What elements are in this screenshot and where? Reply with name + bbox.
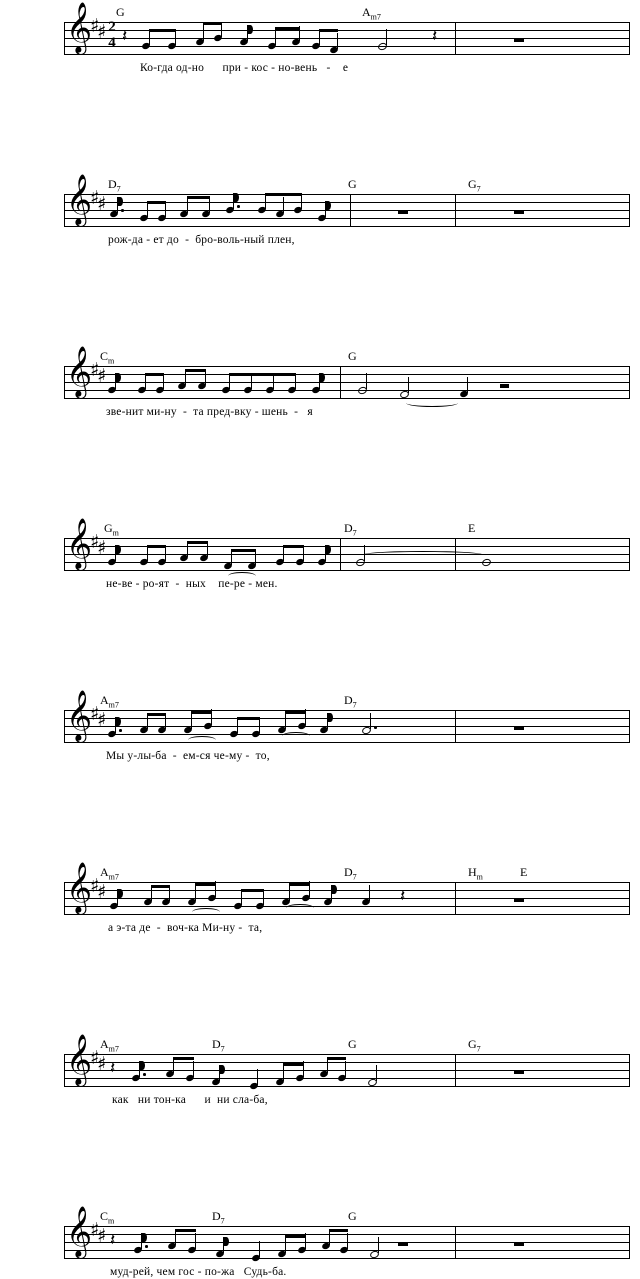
beam <box>327 1057 346 1060</box>
sharp-icon: ♯ <box>97 881 107 903</box>
sharp-icon: ♯ <box>90 531 100 553</box>
sharp-icon: ♯ <box>97 1225 107 1247</box>
staff-line <box>64 882 630 883</box>
quarter-rest: 𝄽 <box>110 1058 116 1078</box>
chord-symbol: $A_{m7}$ <box>362 5 381 22</box>
staff-line <box>64 742 630 743</box>
note-flag <box>118 889 123 898</box>
whole-rest <box>514 38 524 42</box>
sharp-icon: ♯ <box>97 21 107 43</box>
chord-symbol: $H_m$ <box>468 865 483 882</box>
staff-line <box>64 1070 630 1071</box>
chord-symbol: G <box>348 1209 357 1223</box>
staff-line <box>64 890 630 891</box>
time-signature-denominator: 4 <box>108 35 116 51</box>
chord-symbol: $A_{m7}$ <box>100 1037 119 1054</box>
note-flag <box>328 713 333 722</box>
music-system <box>0 0 640 86</box>
note-stem <box>285 1237 286 1253</box>
chord-symbol: $C_m$ <box>100 1209 115 1226</box>
chord-symbol: G <box>348 177 357 191</box>
chord-symbol: $D_7$ <box>344 521 357 538</box>
note-stem <box>193 1061 194 1077</box>
staff-line <box>64 718 630 719</box>
barline <box>455 882 456 915</box>
quarter-rest: 𝄽 <box>122 26 128 46</box>
chord-symbol: E <box>520 865 528 879</box>
quarter-rest: 𝄽 <box>432 26 438 46</box>
beam <box>147 713 166 716</box>
barline <box>64 882 65 915</box>
lyrics-line: не-ве - ро-ят - ных пе-ре - мен. <box>106 578 278 590</box>
staff-line <box>64 54 630 55</box>
whole-rest <box>514 898 524 902</box>
beam <box>195 883 216 886</box>
beam <box>319 29 338 32</box>
quarter-rest: 𝄽 <box>110 1230 116 1250</box>
barline <box>455 22 456 55</box>
lyrics-line: рож-да - ет до - бро-воль-ный плен, <box>108 234 295 246</box>
note-stem <box>259 1241 260 1257</box>
beam <box>191 711 212 714</box>
whole-rest <box>398 1242 408 1246</box>
beam <box>151 885 170 888</box>
note-stem <box>370 713 371 729</box>
chord-symbol: E <box>468 521 476 535</box>
lyrics-line: как ни тон-ка и ни сла-ба, <box>112 1094 268 1106</box>
barline <box>455 1054 456 1087</box>
treble-clef-icon: 𝄞 <box>66 1206 93 1257</box>
sharp-icon: ♯ <box>97 537 107 559</box>
note-stem <box>283 1065 284 1081</box>
note-stem <box>378 1237 379 1253</box>
note-stem <box>285 713 286 729</box>
sharp-icon: ♯ <box>90 359 100 381</box>
staff-line <box>64 710 630 711</box>
augmentation-dot <box>374 726 377 729</box>
barline <box>629 1054 630 1087</box>
note-flag <box>224 1237 229 1246</box>
beam <box>285 711 306 714</box>
barline <box>629 22 630 55</box>
barline <box>629 882 630 915</box>
whole-rest <box>514 1242 524 1246</box>
whole-rest <box>514 726 524 730</box>
beam <box>289 883 310 886</box>
augmentation-dot <box>143 1073 146 1076</box>
note-stem <box>376 1065 377 1081</box>
staff <box>64 1054 630 1086</box>
time-signature-numerator: 2 <box>108 19 116 35</box>
whole-rest <box>514 1070 524 1074</box>
treble-clef-icon: 𝄞 <box>66 518 93 569</box>
chord-symbol: $A_{m7}$ <box>100 865 119 882</box>
note-stem <box>386 29 387 45</box>
barline <box>64 1226 65 1259</box>
lyrics-line: Ко-гда од-но при - кос - но-вень - е <box>140 62 349 74</box>
augmentation-dot <box>119 729 122 732</box>
chord-symbol: G <box>348 349 357 363</box>
note-stem <box>275 29 276 45</box>
staff-line <box>64 1054 630 1055</box>
beam <box>237 717 260 720</box>
note-stem <box>257 1069 258 1085</box>
note-flag <box>248 25 253 34</box>
treble-clef-icon: 𝄞 <box>66 862 93 913</box>
barline <box>455 710 456 743</box>
chord-symbol: G <box>116 5 125 19</box>
lyrics-line: а э-та де - воч-ка Ми-ну - та, <box>108 922 263 934</box>
treble-clef-icon: 𝄞 <box>66 690 93 741</box>
staff-line <box>64 726 630 727</box>
note-stem <box>369 885 370 901</box>
beam <box>175 1229 196 1232</box>
sharp-icon: ♯ <box>90 15 100 37</box>
note-stem <box>191 713 192 729</box>
beam <box>203 22 222 25</box>
treble-clef-icon: 𝄞 <box>66 346 93 397</box>
beam <box>149 29 176 32</box>
sharp-icon: ♯ <box>97 709 107 731</box>
slur <box>188 736 216 744</box>
staff-line <box>64 1078 630 1079</box>
beam <box>283 1063 304 1066</box>
lyrics-line: Мы у-лы-ба - ем-ся че-му - то, <box>106 750 270 762</box>
lyrics-line: муд-рей, чем гос - по-жа Судь-ба. <box>110 1266 287 1278</box>
sharp-icon: ♯ <box>90 703 100 725</box>
staff-line <box>64 1258 630 1259</box>
sharp-icon: ♯ <box>97 365 107 387</box>
lyrics-line: зве-нит ми-ну - та пред-вку - шень - я <box>106 406 313 418</box>
barline <box>64 1054 65 1087</box>
sharp-icon: ♯ <box>97 1053 107 1075</box>
slur <box>286 904 314 912</box>
chord-symbol: $C_m$ <box>100 349 115 366</box>
chord-symbol: $D_7$ <box>212 1037 225 1054</box>
slur <box>282 732 310 740</box>
note-stem <box>345 1061 346 1077</box>
note-stem <box>195 885 196 901</box>
staff-line <box>64 734 630 735</box>
staff-line <box>64 22 630 23</box>
beam <box>285 1235 306 1238</box>
note-stem <box>195 1233 196 1249</box>
note-flag <box>142 1233 147 1242</box>
quarter-rest: 𝄽 <box>400 886 406 906</box>
slur <box>192 908 220 916</box>
barline <box>64 710 65 743</box>
note-stem <box>337 33 338 49</box>
chord-symbol: $A_{m7}$ <box>100 693 119 710</box>
note-flag <box>332 885 337 894</box>
note-flag <box>116 717 121 726</box>
beam <box>329 1229 348 1232</box>
chord-symbol: $D_7$ <box>212 1209 225 1226</box>
staff-line <box>64 1086 630 1087</box>
barline <box>629 710 630 743</box>
chord-symbol: $D_7$ <box>108 177 121 194</box>
beam <box>275 27 300 30</box>
sharp-icon: ♯ <box>90 1219 100 1241</box>
music-system <box>0 172 640 418</box>
note-stem <box>347 1233 348 1249</box>
chord-symbol: $D_7$ <box>344 865 357 882</box>
note-flag <box>220 1065 225 1074</box>
chord-symbol: G <box>348 1037 357 1051</box>
barline <box>455 1226 456 1259</box>
sharp-icon: ♯ <box>90 1047 100 1069</box>
beam <box>241 889 264 892</box>
chord-symbol: $D_7$ <box>344 693 357 710</box>
beam <box>173 1057 194 1060</box>
note-stem <box>289 885 290 901</box>
treble-clef-icon: 𝄞 <box>66 1034 93 1085</box>
augmentation-dot <box>145 1245 148 1248</box>
sharp-icon: ♯ <box>97 193 107 215</box>
chord-symbol: $G_7$ <box>468 1037 481 1054</box>
barline <box>629 1226 630 1259</box>
sharp-icon: ♯ <box>90 187 100 209</box>
chord-symbol: $G_7$ <box>468 177 481 194</box>
barline <box>64 22 65 55</box>
chord-symbol: $G_m$ <box>104 521 119 538</box>
treble-clef-icon: 𝄞 <box>66 174 93 225</box>
music-system <box>0 86 640 246</box>
staff-line <box>64 906 630 907</box>
note-flag <box>140 1061 145 1070</box>
staff-line <box>64 914 630 915</box>
treble-clef-icon: 𝄞 <box>66 2 93 53</box>
staff-line <box>64 1226 630 1227</box>
staff-line <box>64 1062 630 1063</box>
sharp-icon: ♯ <box>90 875 100 897</box>
